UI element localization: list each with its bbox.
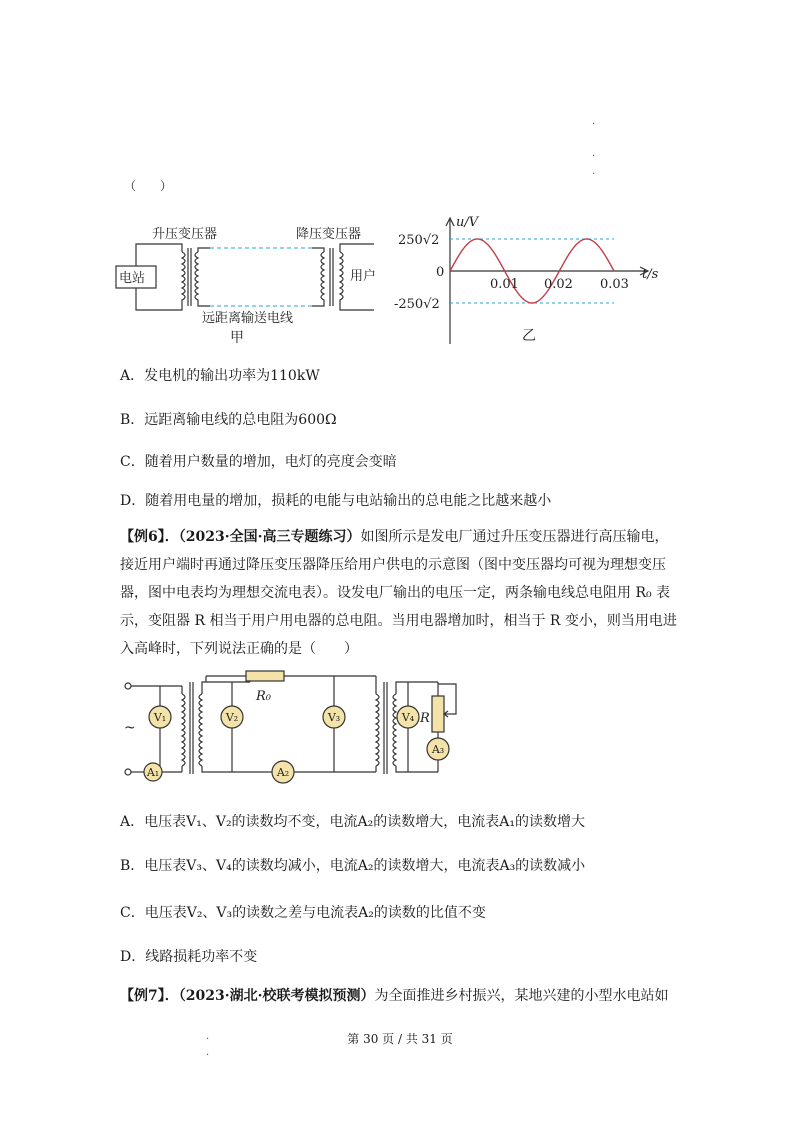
user-label: 用户 bbox=[350, 269, 377, 284]
answer-paren: （ ） bbox=[124, 179, 173, 193]
q5-option-c: C．随着用户数量的增加，电灯的亮度会变暗 bbox=[120, 454, 397, 470]
r-label: R bbox=[420, 711, 430, 726]
t-tick: 0.03 bbox=[600, 277, 629, 292]
header-dot: . bbox=[592, 166, 596, 177]
t-axis-label: t/s bbox=[642, 267, 659, 282]
q6-option-a: A．电压表V₁、V₂的读数均不变，电流A₂的读数增大，电流表A₁的读数增大 bbox=[120, 814, 585, 830]
y-axis-label: u/V bbox=[456, 215, 479, 230]
a1-label: A₁ bbox=[146, 766, 160, 779]
example-6-line-5: 入高峰时，下列说法正确的是（ ） bbox=[120, 641, 358, 657]
y-tick-bottom: -250√2 bbox=[394, 297, 440, 312]
q6-option-b: B．电压表V₃、V₄的读数均减小，电流A₂的读数增大，电流表A₃的读数减小 bbox=[120, 858, 586, 874]
q5-option-b: B．远距离输电线的总电阻为600Ω bbox=[120, 412, 337, 428]
t-tick: 0.01 bbox=[490, 277, 519, 292]
example-7-text bbox=[120, 986, 668, 1006]
q5-option-a: A．发电机的输出功率为110kW bbox=[120, 368, 320, 384]
fig-caption-jia: 甲 bbox=[230, 330, 244, 346]
y-tick-top: 250√2 bbox=[398, 233, 440, 248]
example-6-line-3: 器，图中电表均为理想交流电表）。设发电厂输出的电压一定，两条输电线总电阻用 R₀ 表 bbox=[120, 585, 671, 601]
v4-label: V₄ bbox=[401, 711, 415, 724]
v2-label: V₂ bbox=[225, 711, 239, 724]
variable-resistor bbox=[432, 696, 444, 732]
ac-source-symbol: ~ bbox=[124, 720, 136, 736]
a2-label: A₂ bbox=[276, 766, 290, 779]
v3-label: V₃ bbox=[327, 711, 341, 724]
circuit-diagram bbox=[116, 668, 476, 788]
example-6-tag: 【例6】．（2023·全国·高三专题练习） bbox=[120, 529, 361, 545]
header-dot: . bbox=[592, 116, 596, 127]
step-up-label: 升压变压器 bbox=[152, 227, 218, 242]
q6-option-d: D．线路损耗功率不变 bbox=[120, 949, 258, 965]
example-6-line-2: 接近用户端时再通过降压变压器降压给用户供电的示意图（图中变压器均可视为理想变压 bbox=[120, 557, 666, 573]
q6-option-c: C．电压表V₂、V₃的读数之差与电流表A₂的读数的比值不变 bbox=[120, 905, 486, 921]
page-number: 第 30 页 / 共 31 页 bbox=[347, 1032, 453, 1046]
example-7-line-1: 为全面推进乡村振兴，某地兴建的小型水电站如 bbox=[374, 988, 669, 1004]
r0-label: R₀ bbox=[256, 689, 271, 704]
example-6-line-1: 如图所示是发电厂通过升压变压器进行高压输电， bbox=[360, 529, 669, 545]
v1-label: V₁ bbox=[153, 711, 167, 724]
t-tick: 0.02 bbox=[544, 277, 573, 292]
footer-dot: · bbox=[206, 1034, 210, 1045]
q5-option-d: D．随着用电量的增加，损耗的电能与电站输出的总电能之比越来越小 bbox=[120, 493, 552, 509]
example-6-line-4: 示，变阻器 R 相当于用户用电器的总电阻。当用电器增加时，相当于 R 变小，则当用电进 bbox=[120, 613, 677, 629]
example-6-text bbox=[120, 523, 680, 663]
line-label: 远距离输送电线 bbox=[202, 311, 294, 326]
a3-label: A₃ bbox=[431, 743, 445, 756]
y-tick-zero: 0 bbox=[436, 265, 445, 280]
transmission-diagram bbox=[112, 222, 382, 352]
footer-dot: · bbox=[206, 1050, 210, 1061]
r0-resistor bbox=[246, 671, 284, 681]
voltage-waveform-chart bbox=[392, 210, 672, 350]
fig-caption-yi: 乙 bbox=[522, 328, 536, 344]
station-label: 电站 bbox=[119, 271, 146, 286]
example-7-tag: 【例7】．（2023·湖北·校联考模拟预测） bbox=[120, 988, 375, 1004]
step-down-label: 降压变压器 bbox=[296, 227, 362, 242]
header-dot: . bbox=[592, 148, 596, 159]
